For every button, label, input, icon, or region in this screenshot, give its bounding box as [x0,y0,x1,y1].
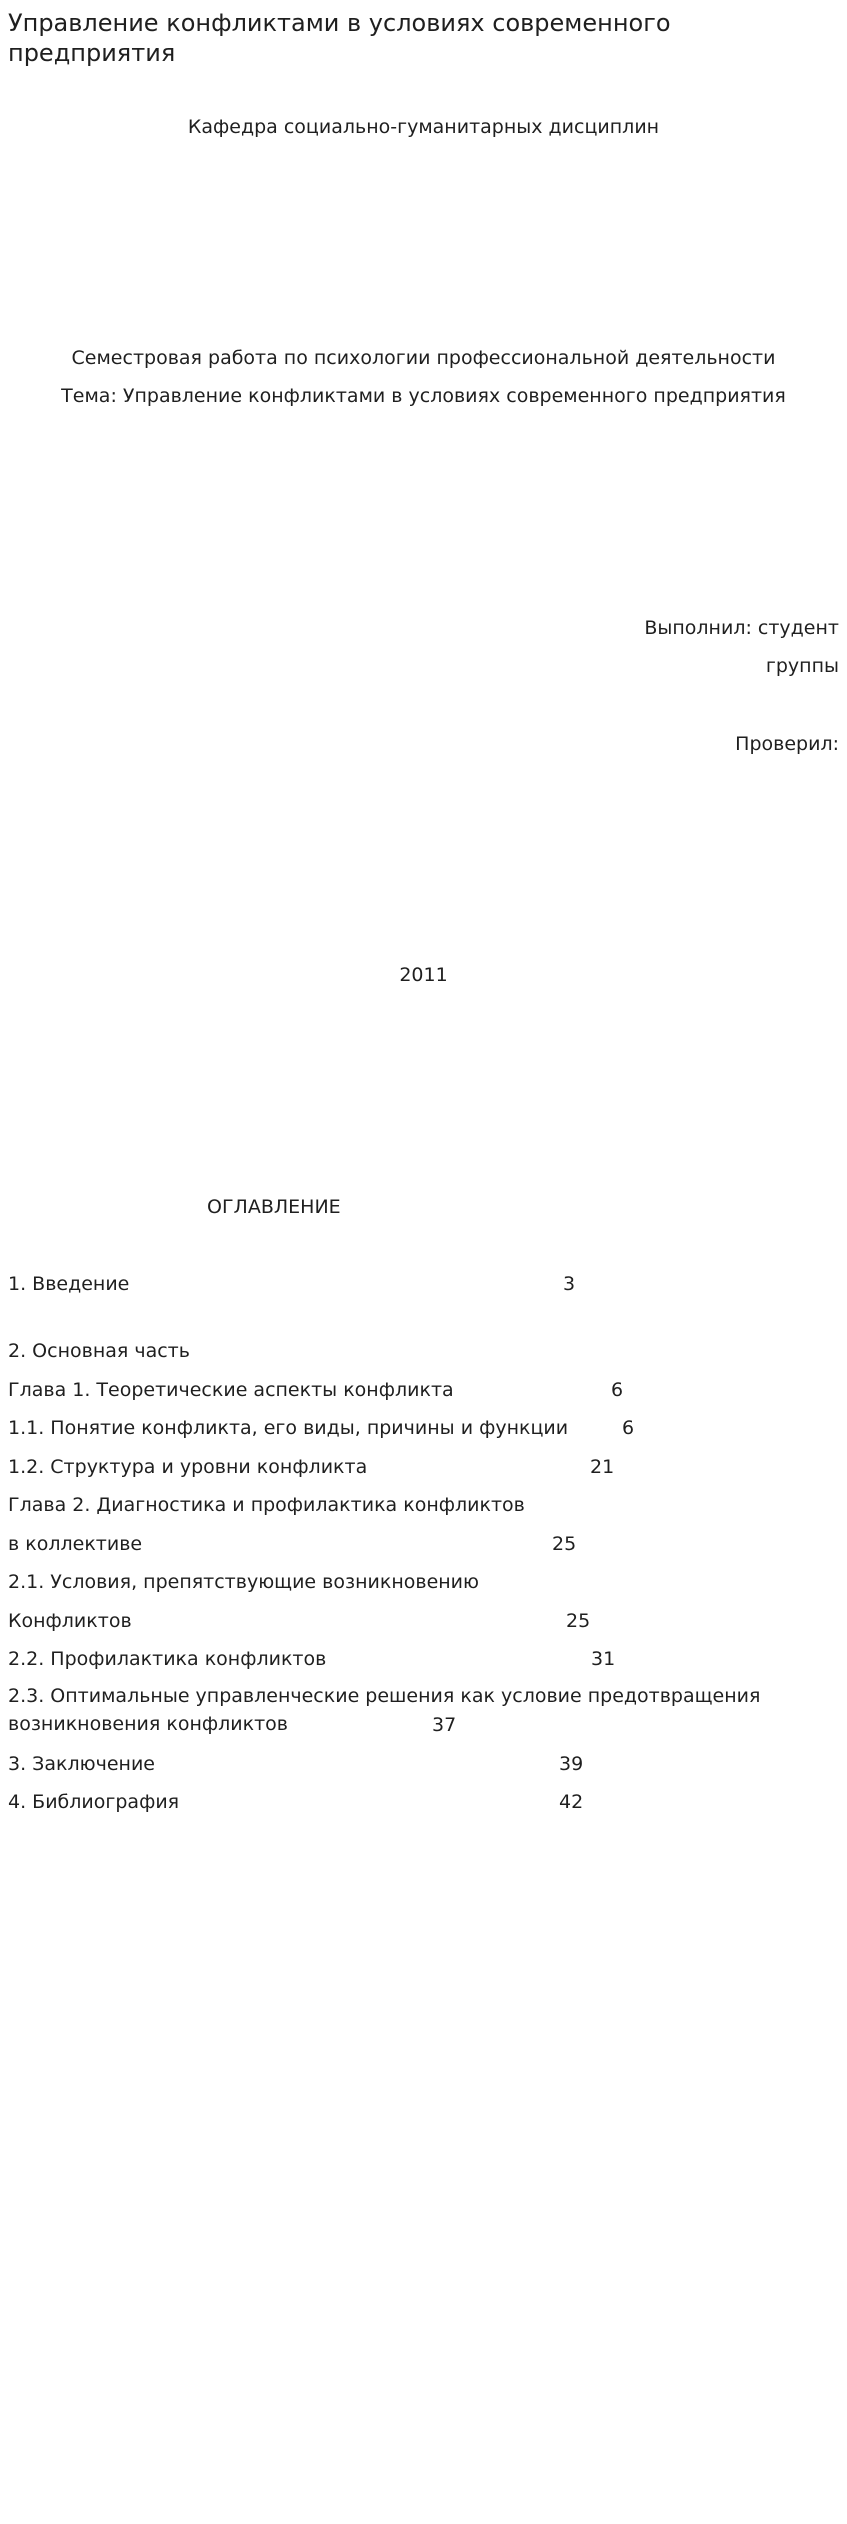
toc-entry-text: 2.1. Условия, препятствующие возникновению [8,1571,480,1593]
toc-entry-page: 39 [559,1753,584,1775]
toc-entry-text: 2.2. Профилактика конфликтов [8,1648,327,1670]
work-type: Семестровая работа по психологии профессиональной деятельности [71,347,776,369]
year: 2011 [399,964,448,986]
toc-entry-text: 1.2. Структура и уровни конфликта [8,1456,368,1478]
toc-entry-page: 6 [622,1417,635,1439]
toc-entry-page: 3 [563,1273,576,1295]
checked-by: Проверил: [735,733,839,755]
toc-entry-page: 25 [552,1533,577,1555]
toc-entry-text: 2. Основная часть [8,1340,190,1362]
toc-entry-text: Глава 1. Теоретические аспекты конфликта [8,1379,454,1401]
performed-by: Выполнил: студент [644,617,839,639]
document-title: Управление конфликтами в условиях современного предприятия [8,9,671,67]
work-topic: Тема: Управление конфликтами в условиях современного предприятия [61,385,786,407]
toc-entry-text: 1. Введение [8,1273,130,1295]
toc-entry-page: 6 [611,1379,624,1401]
toc-entry-text: Конфликтов [8,1610,132,1632]
toc-entry-text: 1.1. Понятие конфликта, его виды, причины и функции [8,1417,569,1439]
toc-entry-page: 31 [591,1648,616,1670]
toc-entry-text: 4. Библиография [8,1791,180,1813]
toc-entry-text: Глава 2. Диагностика и профилактика конфликтов [8,1494,525,1516]
toc-entry-page: 42 [559,1791,584,1813]
toc-entry-text: 2.3. Оптимальные управленческие решения как условие предотвращения возникновения конфликтов [8,1685,761,1735]
toc-heading: ОГЛАВЛЕНИЕ [207,1196,341,1218]
department-name: Кафедра социально-гуманитарных дисциплин [187,116,660,138]
toc-entry-page: 21 [590,1456,615,1478]
toc-entry-text: в коллективе [8,1533,143,1555]
toc-entry-text: 3. Заключение [8,1753,155,1775]
toc-entry-page: 25 [566,1610,591,1632]
toc-entry-page: 37 [432,1714,457,1736]
student-group: группы [765,655,839,677]
